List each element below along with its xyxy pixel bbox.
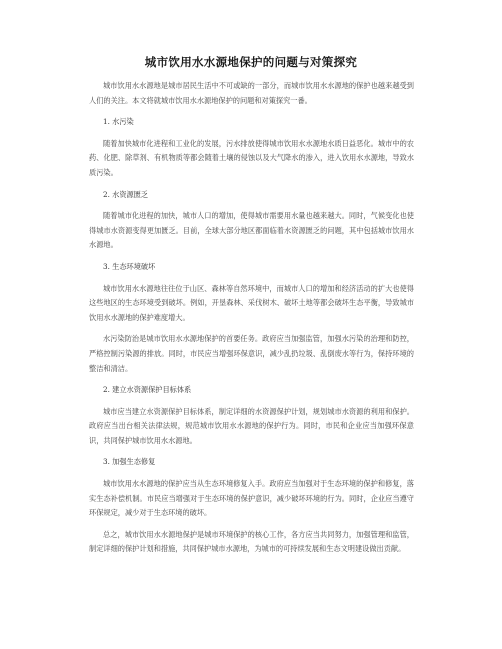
document-body	[89, 79, 414, 564]
section-heading: 2. 建立水资源保护目标体系	[103, 385, 192, 395]
section-heading: 3. 加强生态修复	[103, 457, 156, 467]
paragraph: 城市饮用水水源地是城市居民生活中不可或缺的一部分，而城市饮用水水源地的保护也越来越受到人们的关注。本文将就城市饮用水水源地保护的问题和对策探究一番。	[89, 81, 414, 105]
paragraph: 随着加快城市化进程和工业化的发展，污水排放使得城市饮用水水源地水质日益恶化。城市中的农药、化肥、除草剂、有机物质等都会随着土壤的侵蚀以及大气降水的渗入，进入饮用水水源地，导致水质污染。	[89, 138, 414, 177]
paragraph: 城市饮用水水源地的保护应当从生态环境修复入手。政府应当加强对于生态环境的保护和修复，落实生态补偿机制。市民应当增强对于生态环境的保护意识，减少破坏环境的行为。同时，企业应当遵守环保规定，减少对于生态环境的破坏。	[89, 479, 414, 518]
paragraph: 水污染防治是城市饮用水水源地保护的首要任务。政府应当加强监管，加强水污染的治理和防控，严格控制污染源的排放。同时，市民应当增强环保意识，减少乱扔垃圾、乱倒废水等行为，保持环境的整洁和清洁。	[89, 334, 414, 373]
section-heading: 3. 生态环境破坏	[103, 261, 156, 271]
document-title: 城市饮用水水源地保护的问题与对策探究	[144, 55, 358, 69]
paragraph: 总之，城市饮用水水源地保护是城市环境保护的核心工作，各方应当共同努力，加强管理和监管，制定详细的保护计划和措施，共同保护城市水源地，为城市的可持续发展和生态文明建设做出贡献。	[89, 529, 414, 554]
paragraph: 随着城市化进程的加快，城市人口的增加，使得城市需要用水量也越来越大。同时，气候变化也使得城市水资源变得更加匮乏。目前，全球大部分地区都面临着水资源匮乏的问题，其中包括城市饮用水水源地。	[89, 211, 414, 250]
section-heading: 1. 水污染	[103, 117, 134, 127]
section-heading: 2. 水资源匮乏	[103, 189, 149, 199]
paragraph: 城市饮用水水源地往往位于山区、森林等自然环境中，而城市人口的增加和经济活动的扩大也使得这些地区的生态环境受到破坏。例如，开垦森林、采伐树木、破坏土地等都会破坏生态平衡，导致城市饮用水水源地的保护难度增大。	[89, 283, 414, 322]
paragraph: 城市应当建立水资源保护目标体系，制定详细的水资源保护计划，规划城市水资源的利用和保护。政府应当出台相关法律法规，规范城市饮用水水源地的保护行为。同时，市民和企业应当加强环保意识，共同保护城市饮用水水源地。	[89, 406, 414, 445]
